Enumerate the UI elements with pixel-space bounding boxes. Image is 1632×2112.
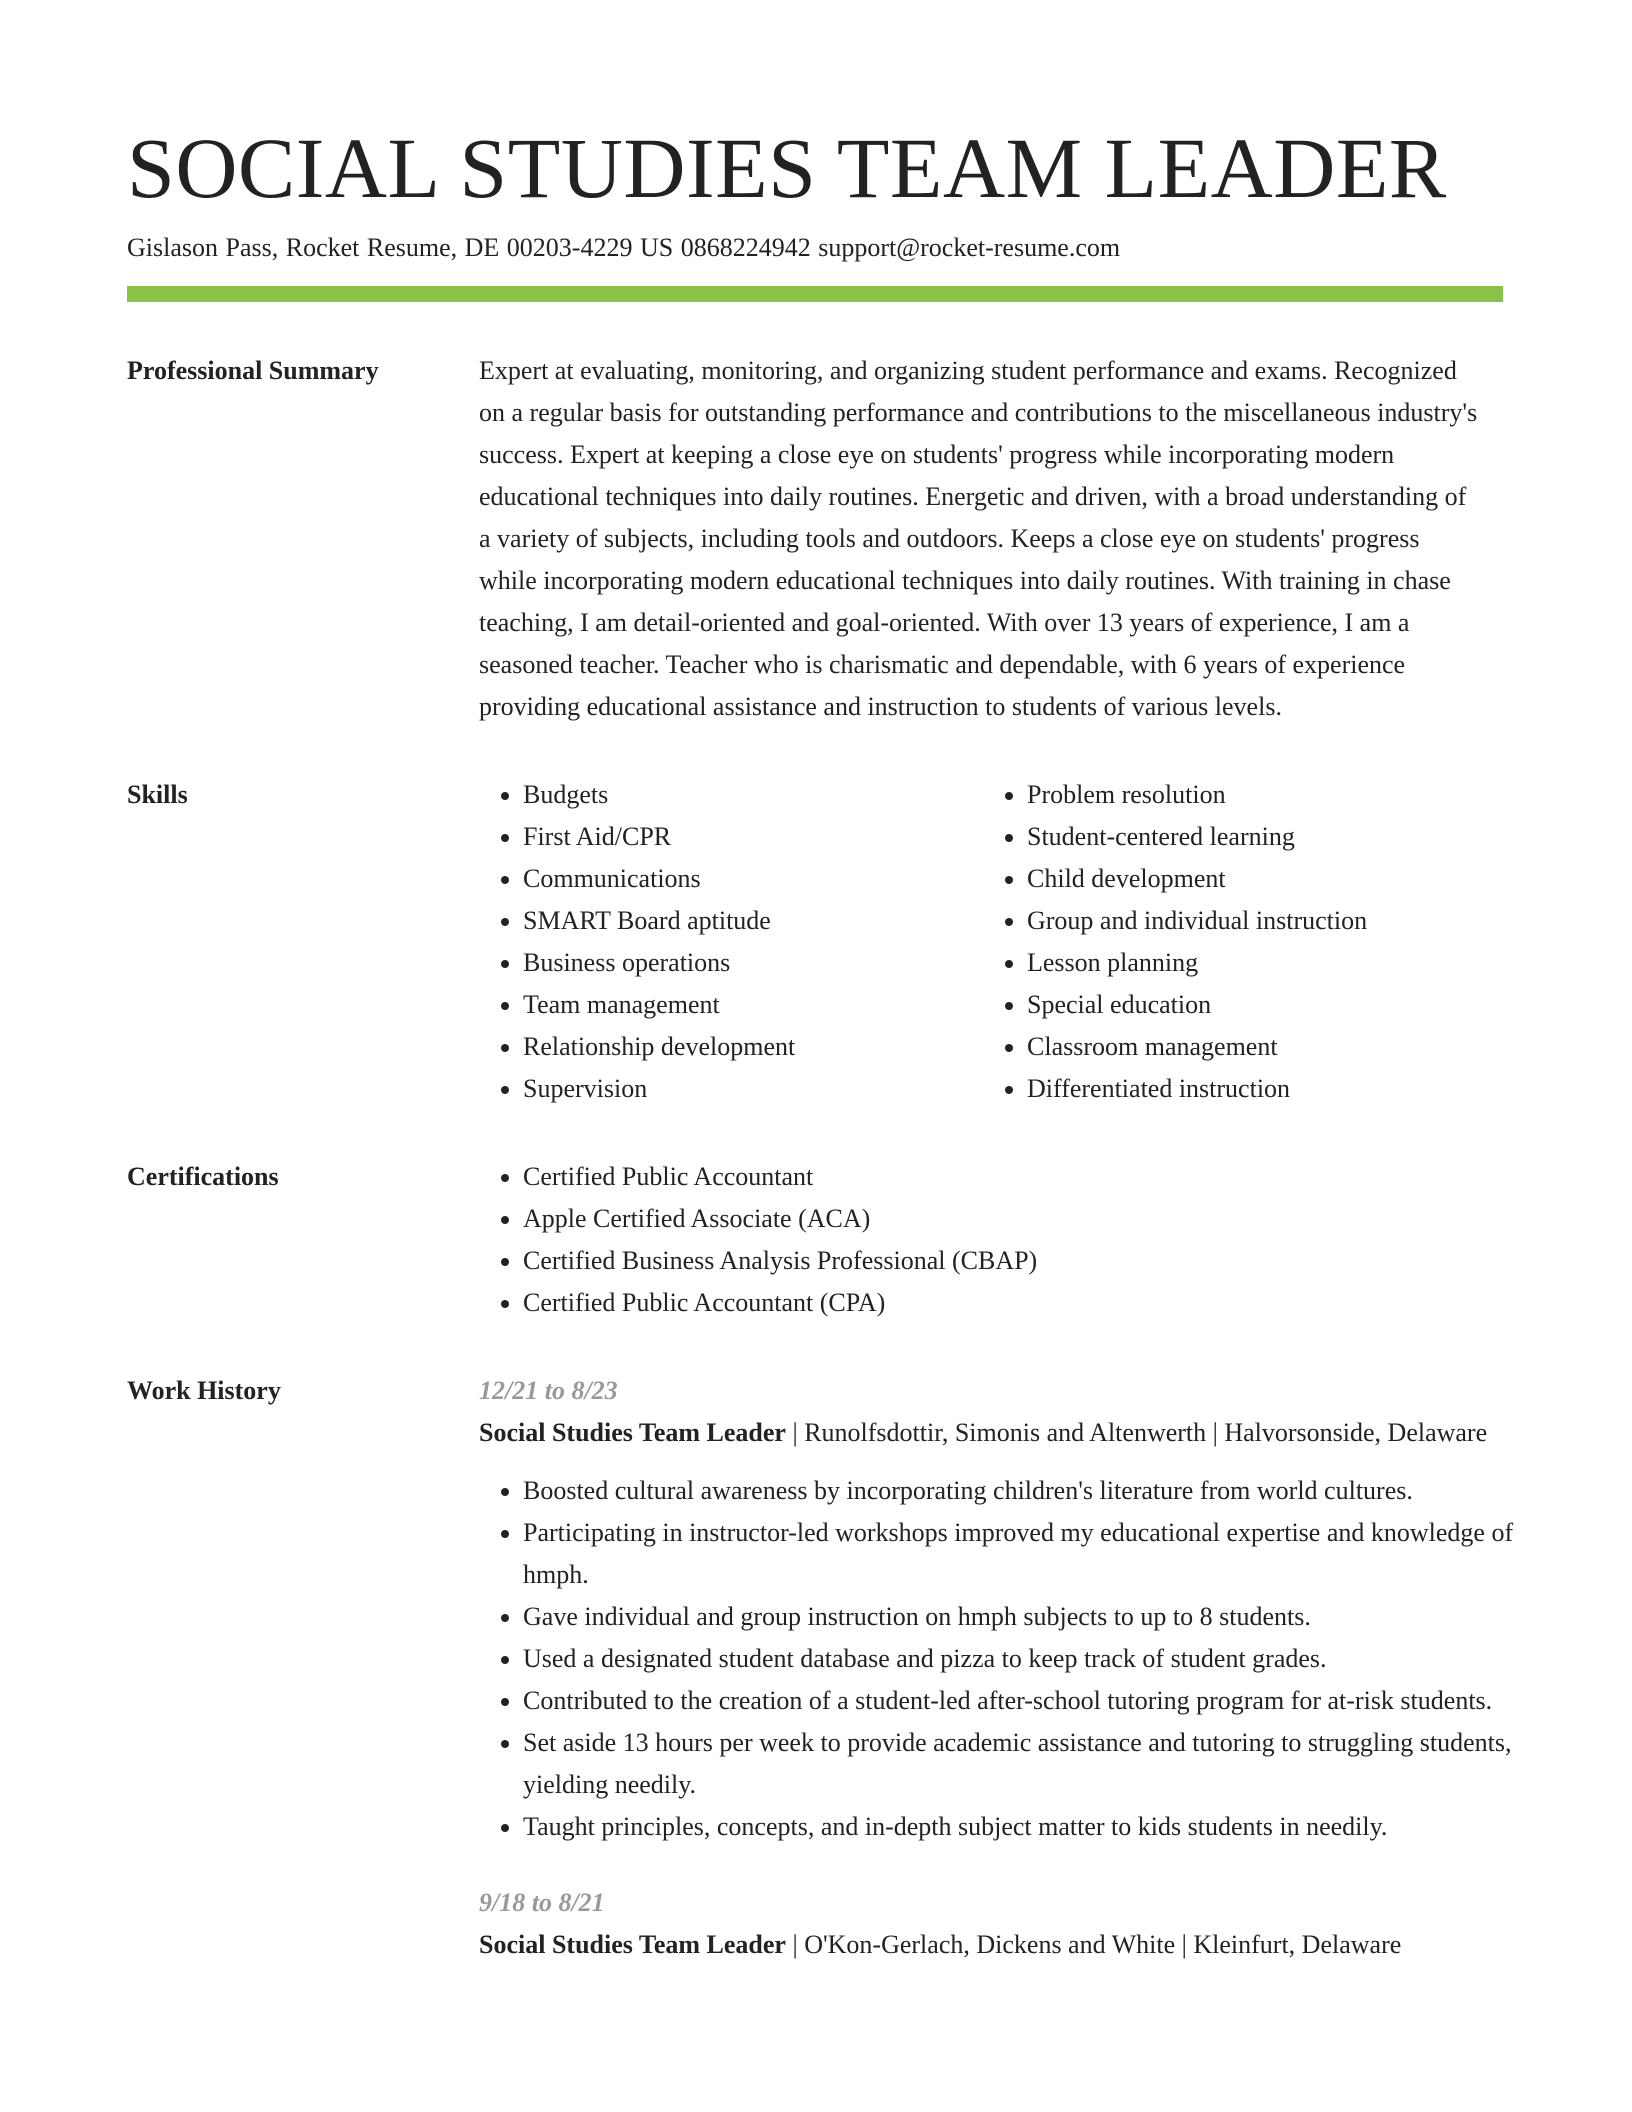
skill-item: • Classroom management [1027, 1026, 1487, 1068]
job-entry [479, 1370, 1523, 1848]
certification-item: • Apple Certified Associate (ACA) [523, 1198, 1503, 1240]
job-dates: 12/21 to 8/23 [479, 1376, 618, 1405]
job-heading [479, 1924, 1499, 1966]
resume-page [127, 120, 1514, 2000]
skill-item: • First Aid/CPR [523, 816, 983, 858]
skill-item: • Business operations [523, 942, 983, 984]
job-entry [479, 1882, 1523, 1966]
job-bullets [479, 1470, 1523, 1848]
section-label-certifications: Certifications [127, 1162, 279, 1191]
certification-item: • Certified Public Accountant (CPA) [523, 1282, 1503, 1324]
job-bullet: • Taught principles, concepts, and in-depth subject matter to kids students in needily. [523, 1806, 1523, 1848]
skill-item: • Lesson planning [1027, 942, 1487, 984]
skill-item: • Relationship development [523, 1026, 983, 1068]
summary-section [127, 350, 1503, 728]
job-bullet: • Used a designated student database and pizza to keep track of student grades. [523, 1638, 1523, 1680]
skills-list-right [983, 774, 1487, 1110]
job-bullet: • Gave individual and group instruction on hmph subjects to up to 8 students. [523, 1596, 1523, 1638]
skill-item: • Team management [523, 984, 983, 1026]
certifications-section [127, 1156, 1503, 1324]
skill-item: • Problem resolution [1027, 774, 1487, 816]
skills-list-left [479, 774, 983, 1110]
skill-item: • Supervision [523, 1068, 983, 1110]
section-label-summary: Professional Summary [127, 356, 379, 385]
job-heading [479, 1412, 1499, 1454]
job-details: | Runolfsdottir, Simonis and Altenwerth | Halvorsonside, Delaware [785, 1418, 1488, 1447]
skill-item: • Communications [523, 858, 983, 900]
section-label-work-history: Work History [127, 1376, 281, 1405]
work-history-section [127, 1370, 1514, 2000]
job-bullet: • Participating in instructor-led workshops improved my educational expertise and knowledge of hmph. [523, 1512, 1523, 1596]
skill-item: • Special education [1027, 984, 1487, 1026]
contact-line: Gislason Pass, Rocket Resume, DE 00203-4229 US 0868224942 support@rocket-resume.com [127, 233, 1121, 262]
job-title: Social Studies Team Leader [479, 1930, 786, 1959]
summary-text: Expert at evaluating, monitoring, and organizing student performance and exams. Recognized on a regular basis for outstanding performance and contributions to the miscellaneous industry's success. Expert at keeping a close eye on students' progress while incorporating modern educational techniques into daily routines. Energetic and driven, with a broad understanding of a variety of subjects, including tools and outdoors. Keeps a close eye on students' progress while incorporating modern educational techniques into daily routines. With training in chase teaching, I am detail-oriented and goal-oriented. With over 13 years of experience, I am a seasoned teacher. Teacher who is charismatic and dependable, with 6 years of experience providing educational assistance and instruction to students of various levels. [479, 356, 1478, 721]
skill-item: • Group and individual instruction [1027, 900, 1487, 942]
certification-item: • Certified Public Accountant [523, 1156, 1503, 1198]
job-bullet: • Contributed to the creation of a student-led after-school tutoring program for at-risk students. [523, 1680, 1523, 1722]
skill-item: • Child development [1027, 858, 1487, 900]
header-divider [127, 286, 1503, 302]
job-bullet: • Set aside 13 hours per week to provide academic assistance and tutoring to struggling students, yielding needily. [523, 1722, 1523, 1806]
skill-item: • Budgets [523, 774, 983, 816]
section-label-skills: Skills [127, 780, 188, 809]
skill-item: • Differentiated instruction [1027, 1068, 1487, 1110]
job-title: Social Studies Team Leader [479, 1418, 786, 1447]
job-bullet: • Boosted cultural awareness by incorporating children's literature from world cultures. [523, 1470, 1523, 1512]
job-dates: 9/18 to 8/21 [479, 1888, 605, 1917]
certifications-list [479, 1156, 1503, 1324]
skill-item: • SMART Board aptitude [523, 900, 983, 942]
certification-item: • Certified Business Analysis Professional (CBAP) [523, 1240, 1503, 1282]
skill-item: • Student-centered learning [1027, 816, 1487, 858]
skills-section [127, 774, 1503, 1110]
job-details: | O'Kon-Gerlach, Dickens and White | Kleinfurt, Delaware [785, 1930, 1402, 1959]
candidate-name: SOCIAL STUDIES TEAM LEADER [127, 120, 1447, 216]
